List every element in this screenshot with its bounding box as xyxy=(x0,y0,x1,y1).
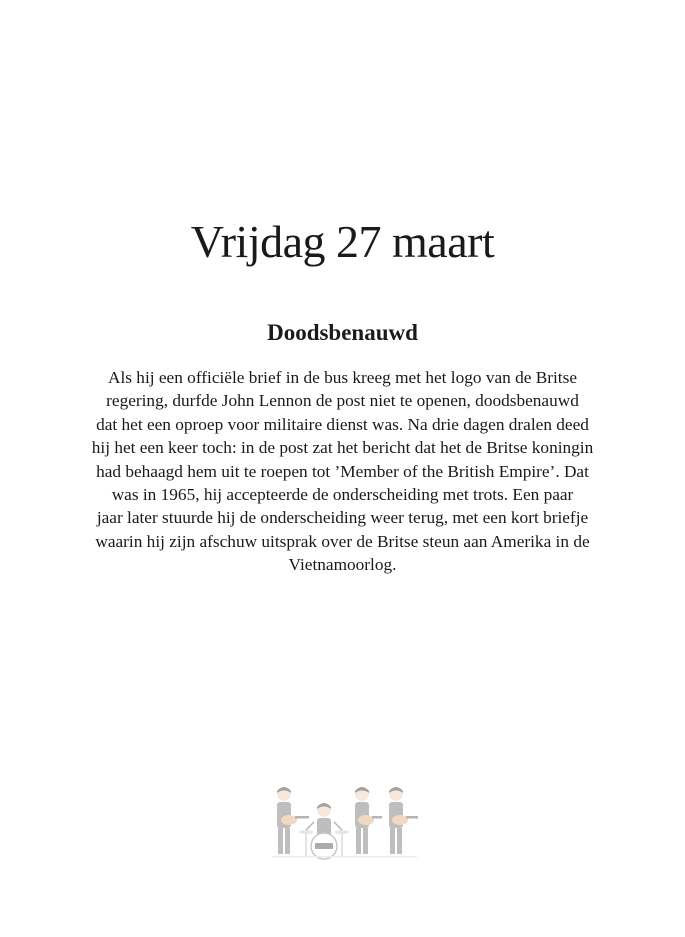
article-line: hij het een keer toch: in de post zat het bericht dat het de Britse koningin xyxy=(91,438,594,458)
article-line: was in 1965, hij accepteerde de onderscheiding met trots. Een paar xyxy=(111,485,574,505)
article-line: waarin hij zijn afschuw uitsprak over de Britse steun aan Amerika in de xyxy=(95,531,590,551)
band-illustration-icon xyxy=(262,780,422,862)
article-heading: Doodsbenauwd xyxy=(267,320,418,345)
article-line: regering, durfde John Lennon de post niet te openen, doodsbenauwd xyxy=(106,391,579,411)
article-line: Als hij een officiële brief in de bus kreeg met het logo van de Britse xyxy=(107,368,577,387)
article-body xyxy=(72,366,613,577)
page-title: Vrijdag 27 maart xyxy=(190,216,495,267)
bassist-right-figure xyxy=(389,787,418,854)
guitarist-left-figure xyxy=(277,787,309,854)
article-line: jaar later stuurde hij de onderscheiding weer terug, met een kort briefje xyxy=(96,508,589,528)
article-line: had behaagd hem uit te roepen tot ’Member of the British Empire’. Dat xyxy=(96,461,589,481)
guitarist-middle-figure xyxy=(355,787,382,854)
article-line: Vietnamoorlog. xyxy=(288,555,397,575)
drummer-figure xyxy=(299,803,349,859)
article-line: dat het een oproep voor militaire dienst was. Na drie dagen dralen deed xyxy=(96,414,589,434)
